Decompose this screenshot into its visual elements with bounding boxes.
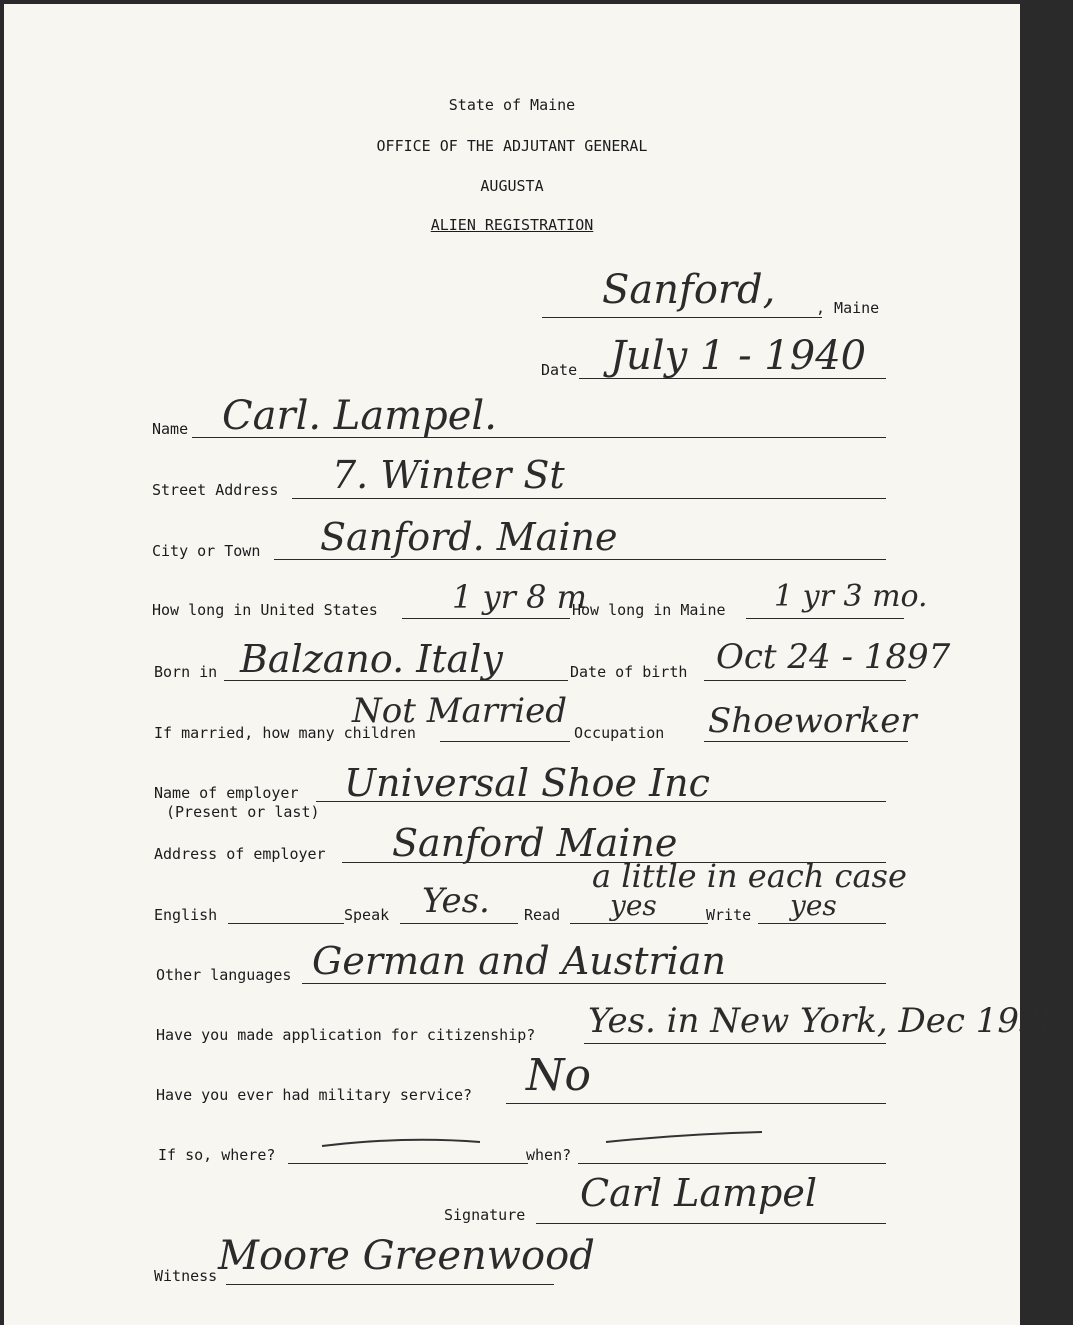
citizenship-line [584,1043,886,1044]
how-long-us-value: 1 yr 8 m [452,578,587,616]
street-value: 7. Winter St [332,453,565,497]
signature-value: Carl Lampel [580,1171,818,1215]
military-label: Have you ever had military service? [156,1086,473,1104]
header-city: AUGUSTA [480,177,544,195]
speak-line [400,923,518,924]
date-of-birth-label: Date of birth [570,663,688,681]
employer-name-value: Universal Shoe Inc [344,761,710,805]
city-town-label: City or Town [152,542,261,560]
town-line [542,317,822,318]
date-of-birth-value: Oct 24 - 1897 [716,637,951,677]
occupation-line [704,741,908,742]
write-line [758,923,886,924]
how-long-maine-label: How long in Maine [572,601,726,619]
how-long-maine-value: 1 yr 3 mo. [774,579,928,614]
employer-note: (Present or last) [166,803,320,821]
date-value: July 1 - 1940 [610,333,867,379]
employer-name-label: Name of employer [154,784,299,802]
born-in-line [224,680,568,681]
town-value: Sanford, [602,267,776,313]
date-line [579,378,886,379]
maine-label: , Maine [816,299,880,317]
how-long-us-line [402,618,570,619]
other-languages-label: Other languages [156,966,292,984]
speak-label: Speak [344,906,390,924]
witness-label: Witness [154,1267,218,1285]
occupation-value: Shoeworker [708,701,917,741]
when-label: when? [526,1146,572,1164]
employer-address-value: Sanford Maine [392,821,678,865]
name-value: Carl. Lampel. [222,393,497,439]
born-in-value: Balzano. Italy [240,637,503,681]
date-of-birth-line [704,680,906,681]
signature-label: Signature [444,1206,526,1224]
street-label: Street Address [152,481,279,499]
english-label: English [154,906,218,924]
street-line [292,498,886,499]
other-languages-value: German and Austrian [312,939,726,983]
married-children-label: If married, how many children [154,724,416,742]
header-office: OFFICE OF THE ADJUTANT GENERAL [376,137,648,155]
where-line [288,1163,528,1164]
citizenship-label: Have you made application for citizenship? [156,1026,536,1044]
witness-line [226,1284,554,1285]
form-title: ALIEN REGISTRATION [430,216,594,234]
city-town-line [274,559,886,560]
how-long-maine-line [746,618,904,619]
read-note-value: a little in each case [592,857,907,895]
registration-form [4,4,1073,1325]
born-in-label: Born in [154,663,218,681]
employer-address-label: Address of employer [154,845,326,863]
when-line [578,1163,886,1164]
employer-name-line [316,801,886,802]
military-value: No [526,1050,591,1101]
military-line [506,1103,886,1104]
speak-value: Yes. [422,881,490,921]
other-languages-line [302,983,886,984]
married-children-line [440,741,570,742]
write-label: Write [706,906,752,924]
where-label: If so, where? [158,1146,276,1164]
read-line [570,923,708,924]
date-label: Date [541,361,578,379]
read-label: Read [524,906,561,924]
city-town-value: Sanford. Maine [320,515,618,559]
married-children-value: Not Married [352,691,568,731]
signature-line [536,1223,886,1224]
name-line [192,437,886,438]
write-value: yes [790,889,837,922]
citizenship-value: Yes. in New York, Dec 1938. [588,1001,1073,1041]
english-line [228,923,344,924]
name-label: Name [152,420,189,438]
how-long-us-label: How long in United States [152,601,378,619]
header-state: State of Maine [448,96,576,114]
read-value: yes [610,889,657,922]
occupation-label: Occupation [574,724,665,742]
witness-value: Moore Greenwood [218,1233,595,1279]
